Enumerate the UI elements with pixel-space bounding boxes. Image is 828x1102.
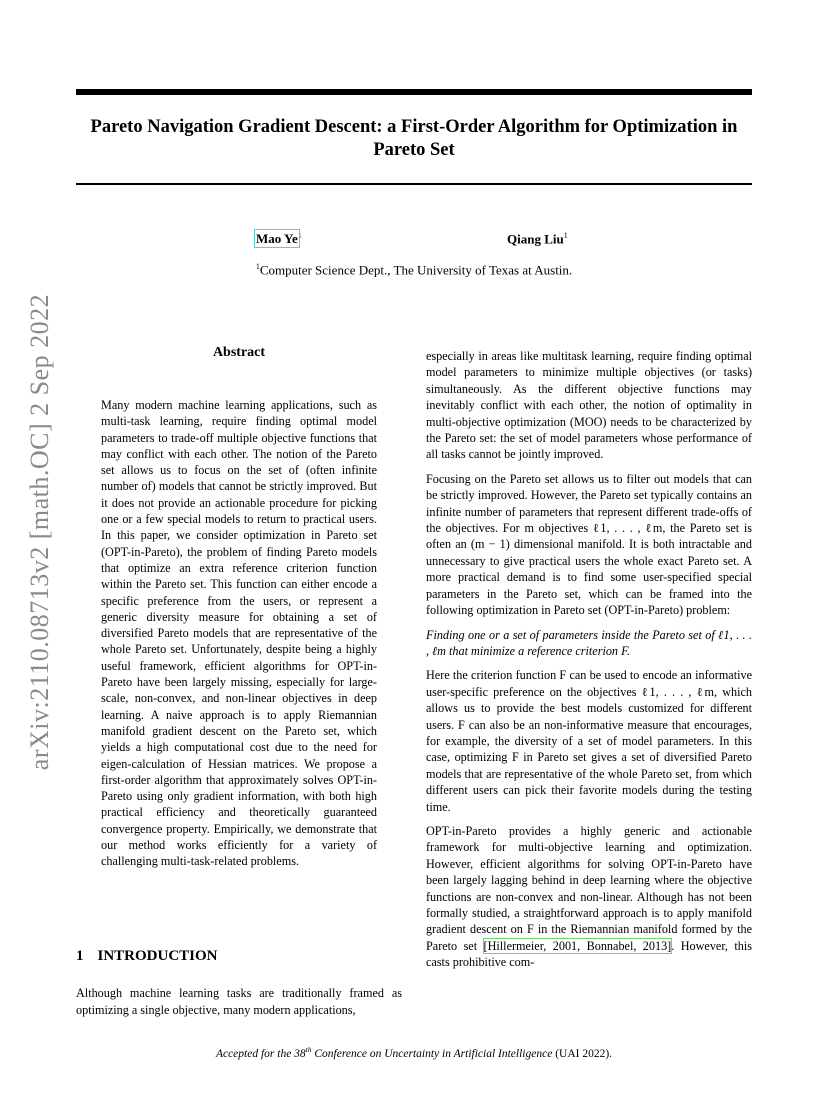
author-1-name[interactable]: Mao Ye xyxy=(256,231,298,247)
footer-prefix: Accepted for the 38 xyxy=(215,1047,306,1060)
author-2-name: Qiang Liu xyxy=(507,231,564,247)
footer-suffix: (UAI 2022). xyxy=(552,1047,613,1060)
affiliation-mark: 1 xyxy=(255,262,260,271)
abstract-heading: Abstract xyxy=(212,345,266,360)
section-number: 1 xyxy=(76,948,84,964)
author-2 xyxy=(507,231,568,247)
problem-statement: Finding one or a set of parameters inside the Pareto set of ℓ1, . . . , ℓm that minimize a reference criterion F. xyxy=(426,627,752,658)
arxiv-identifier: arXiv:2110.08713v2 [math.OC] 2 Sep 2022 xyxy=(25,293,54,771)
footer-superscript: th xyxy=(305,1045,312,1054)
author-1[interactable] xyxy=(256,231,302,247)
affiliation-text: Computer Science Dept., The University of Texas at Austin. xyxy=(259,262,573,278)
intro-paragraph-4-text: OPT-in-Pareto provides a highly generic and actionable framework for multi-objective learning and optimization. However, efficient algorithms for solving OPT-in-Pareto have been largely lagging behind in deep learning where the objective functions are non-convex and non-linear. Although has not been formally studied, a straightforward approach is to apply manifold gradient descent on F in the Riemannian manifold formed by the Pareto set xyxy=(426,823,752,953)
paper-title: Pareto Navigation Gradient Descent: a First-Order Algorithm for Optimization in Pareto Set xyxy=(90,117,738,160)
intro-paragraph-1: especially in areas like multitask learning, require finding optimal model parameters to minimize multiple objectives (or tasks) simultaneously. As the different objective functions may inevitably conflict with each other, the notion of optimality in multi-objective optimization (MOO) needs to be characterized by the Pareto set: the set of model parameters whose performance of all tasks cannot be jointly improved. xyxy=(426,349,752,462)
intro-paragraph-4 xyxy=(426,823,752,971)
footer-venue-name: Conference on Uncertainty in Artificial Intelligence xyxy=(311,1047,553,1060)
intro-paragraph-4-tail: . However, this casts prohibitive com- xyxy=(426,938,752,970)
affiliation xyxy=(76,262,752,278)
section-title: INTRODUCTION xyxy=(97,948,218,964)
citation-link[interactable]: [Hillermeier, 2001, Bonnabel, 2013] xyxy=(483,938,672,953)
author-1-mark: 1 xyxy=(297,231,302,240)
author-2-mark: 1 xyxy=(563,231,568,240)
section-heading-introduction xyxy=(76,948,218,965)
title-bottom-rule xyxy=(76,183,752,185)
intro-paragraph-2: Focusing on the Pareto set allows us to filter out models that can be strictly improved. However, the Pareto set typically contains an infinite number of parameters that represent different trade-offs of the objectives. For m objectives ℓ1, . . . , ℓm, the Pareto set is often an (m − 1) dimensional manifold. It is both intractable and unnecessary to give practical users the whole exact Pareto set. A more practical demand is to find some user-specified special parameters in the Pareto set, which can be framed into the following optimization in Pareto set (OPT-in-Pareto) problem: xyxy=(426,471,752,618)
top-rule xyxy=(76,89,752,95)
footer-venue xyxy=(76,1045,752,1060)
intro-left-paragraph: Although machine learning tasks are traditionally framed as optimizing a single objective, many modern applications, xyxy=(76,986,402,1017)
intro-paragraph-3: Here the criterion function F can be used to encode an informative user-specific preference on the objectives ℓ1, . . . , ℓm, which allows us to provide the best models customized for different users. F can also be an non-informative measure that encourages, for example, the diversity of a set of model parameters. In this case, optimizing F in Pareto set gives a set of diversified Pareto models that are representative of the whole Pareto set, from which different users can pick their favorite models during the testing time. xyxy=(426,668,752,814)
abstract-body: Many modern machine learning applications, such as multi-task learning, require finding optimal model parameters to trade-off multiple objective functions that may conflict with each other. The notion of the Pareto set allows us to focus on the set of (often infinite number of) models that cannot be strictly improved. But it does not provide an actionable procedure for picking one or a few special models to return to practical users. In this paper, we consider optimization in Pareto set (OPT-in-Pareto), the problem of finding Pareto models that optimize an extra reference criterion function within the Pareto set. This function can either encode a specific preference from the users, or represent a generic diversity measure for obtaining a set of diversified Pareto models that are representative of the whole Pareto set. Unfortunately, despite being a highly useful framework, efficient algorithms for OPT-in-Pareto have been largely missing, especially for large-scale, non-convex, and non-linear objectives in deep learning. A naive approach is to apply Riemannian manifold gradient descent on the Pareto set, which yields a high computational cost due to the need for eigen-calculation of Hessian matrices. We propose a first-order algorithm that approximately solves OPT-in-Pareto using only gradient information, with both high practical efficiency and theoretically guaranteed convergence property. Empirically, we demonstrate that our method works efficiently for a variety of challenging multi-task-related problems. xyxy=(101,398,377,869)
right-column xyxy=(426,348,752,979)
